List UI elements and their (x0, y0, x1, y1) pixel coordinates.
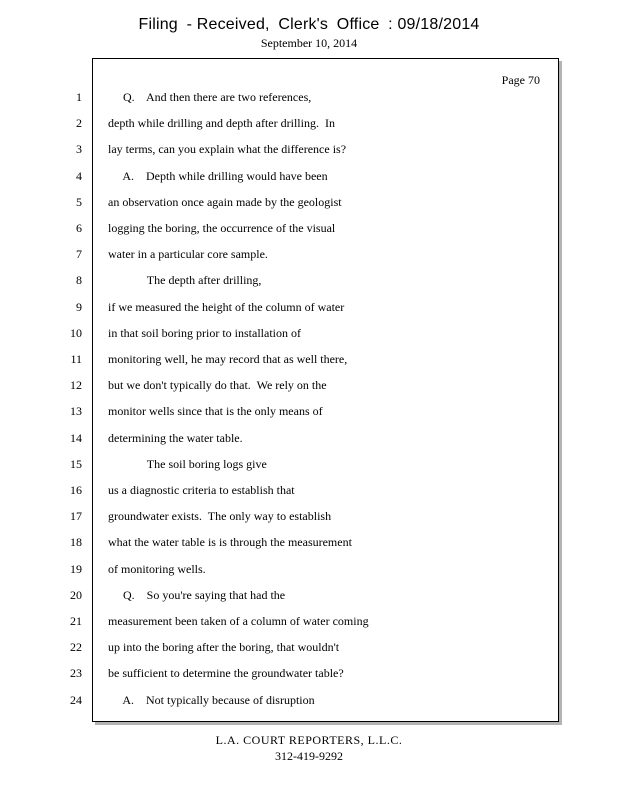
transcript-line (0, 247, 618, 273)
transcript-line (0, 352, 618, 378)
line-text: up into the boring after the boring, that wouldn't (108, 640, 340, 655)
transcript-line (0, 404, 618, 430)
line-number: 7 (76, 247, 82, 262)
line-number: 14 (70, 430, 82, 445)
line-text: depth while drilling and depth after drilling. In (108, 116, 335, 131)
court-reporter-name: L.A. COURT REPORTERS, L.L.C. (215, 733, 403, 747)
line-number: 12 (70, 378, 82, 393)
line-number: 1 (76, 90, 82, 104)
line-text: A. Not typically because of disruption (108, 692, 315, 707)
line-text: lay terms, can you explain what the difference is? (108, 142, 347, 157)
line-text: monitor wells since that is the only means of (108, 404, 323, 419)
transcript-line (0, 693, 618, 719)
page-number: Page 70 (501, 73, 540, 87)
line-number: 5 (76, 194, 82, 209)
line-text: water in a particular core sample. (108, 247, 268, 262)
line-text: an observation once again made by the geologist (108, 194, 342, 209)
line-number: 24 (70, 692, 82, 707)
line-number: 2 (76, 116, 82, 131)
transcript-line (0, 142, 618, 168)
line-text: measurement been taken of a column of water coming (108, 614, 369, 628)
transcript-line (0, 378, 618, 404)
filing-received: - Received, (186, 16, 270, 33)
line-text: determining the water table. (108, 430, 243, 445)
line-number: 11 (70, 352, 82, 366)
line-number: 4 (76, 168, 82, 183)
transcript-line (0, 509, 618, 535)
filing-office: Office (336, 16, 380, 33)
transcript-line (0, 90, 618, 116)
line-number: 18 (70, 535, 82, 550)
line-number: 9 (76, 299, 82, 314)
line-text: The soil boring logs give (108, 456, 267, 471)
transcript-line (0, 169, 618, 195)
line-number: 10 (70, 325, 82, 340)
line-number: 21 (70, 614, 82, 628)
line-number: 16 (70, 483, 82, 497)
transcript-line (0, 457, 618, 483)
transcript-line (0, 588, 618, 614)
filing-stamp (0, 16, 618, 34)
line-text: what the water table is is through the measurement (108, 535, 352, 550)
transcript-line (0, 273, 618, 299)
line-text: logging the boring, the occurrence of the visual (108, 221, 336, 235)
line-text: Q. So you're saying that had the (108, 587, 286, 602)
transcript-line (0, 431, 618, 457)
line-number: 22 (70, 640, 82, 655)
line-text: if we measured the height of the column of water (108, 299, 345, 314)
line-text: be sufficient to determine the groundwater table? (108, 666, 344, 681)
transcript-line (0, 535, 618, 561)
transcript-line (0, 300, 618, 326)
transcript-line (0, 666, 618, 692)
transcript-line (0, 221, 618, 247)
line-number: 3 (76, 142, 82, 157)
filing-word: Filing (138, 16, 178, 33)
line-number: 20 (70, 587, 82, 602)
transcript-line (0, 116, 618, 142)
filing-date: : 09/18/2014 (388, 16, 480, 33)
line-text: Q. And then there are two references, (108, 90, 312, 104)
transcript-line (0, 195, 618, 221)
transcript-line (0, 640, 618, 666)
line-number: 15 (70, 456, 82, 471)
line-number: 17 (70, 509, 82, 524)
line-text: of monitoring wells. (108, 561, 206, 576)
line-text: groundwater exists. The only way to establish (108, 509, 332, 524)
transcript-date: September 10, 2014 (260, 36, 358, 50)
court-reporter-phone: 312-419-9292 (275, 749, 343, 763)
line-text: us a diagnostic criteria to establish that (108, 483, 295, 497)
transcript-line (0, 614, 618, 640)
line-number: 13 (70, 404, 82, 419)
line-number: 6 (76, 221, 82, 235)
line-number: 8 (76, 273, 82, 288)
line-text: monitoring well, he may record that as well there, (108, 352, 348, 366)
line-text: The depth after drilling, (108, 273, 262, 288)
transcript-line (0, 562, 618, 588)
line-text: in that soil boring prior to installation of (108, 325, 301, 340)
line-text: A. Depth while drilling would have been (108, 168, 328, 183)
transcript-line (0, 483, 618, 509)
filing-clerks: Clerk's (278, 16, 329, 33)
transcript-line (0, 326, 618, 352)
line-text: but we don't typically do that. We rely on the (108, 378, 327, 393)
line-number: 19 (70, 561, 82, 576)
line-number: 23 (70, 666, 82, 681)
